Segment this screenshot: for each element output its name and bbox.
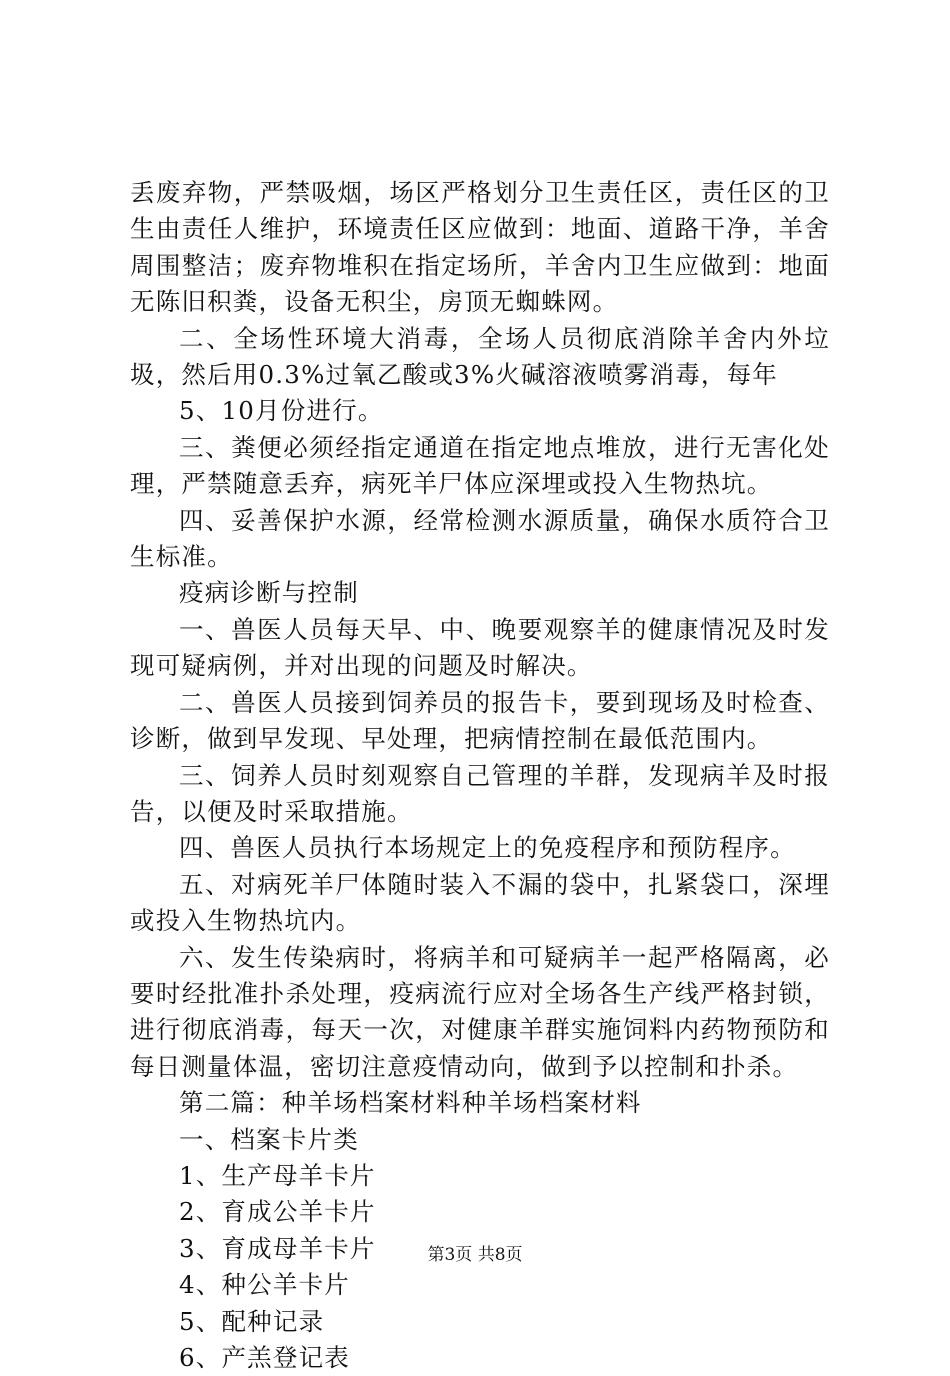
- paragraph: 六、发生传染病时，将病羊和可疑病羊一起严格隔离，必要时经批准扑杀处理，疫病流行应对全场各生产线严格封锁，进行彻底消毒，每天一次，对健康羊群实施饲料内药物预防和每日测量体温，密切注意疫情动向，做到予以控制和扑杀。: [130, 942, 830, 1081]
- paragraph: 二、全场性环境大消毒，全场人员彻底消除羊舍内外垃圾，然后用0.3%过氧乙酸或3%火碱溶液喷雾消毒，每年: [130, 323, 830, 390]
- paragraph: 5、10月份进行。: [179, 396, 384, 426]
- paragraph: 四、妥善保护水源，经常检测水源质量，确保水质符合卫生标准。: [130, 505, 830, 572]
- list-item: 6、产羔登记表: [179, 1343, 350, 1372]
- document-body: [130, 175, 830, 1376]
- paragraph: 五、对病死羊尸体随时装入不漏的袋中，扎紧袋口，深埋或投入生物热坑内。: [130, 869, 830, 936]
- paragraph: 四、兽医人员执行本场规定上的免疫程序和预防程序。: [179, 833, 796, 863]
- section-heading: 疫病诊断与控制: [179, 578, 359, 608]
- paragraph: 三、饲养人员时刻观察自己管理的羊群，发现病羊及时报告，以便及时采取措施。: [130, 760, 830, 826]
- paragraph: 三、粪便必须经指定通道在指定地点堆放，进行无害化处理，严禁随意丢弃，病死羊尸体应深埋或投入生物热坑。: [130, 432, 830, 499]
- paragraph: 丢废弃物，严禁吸烟，场区严格划分卫生责任区，责任区的卫生由责任人维护，环境责任区应做到：地面、道路干净，羊舍周围整洁；废弃物堆积在指定场所，羊舍内卫生应做到：地面无陈旧积粪，设备无积尘，房顶无蜘蛛网。: [130, 178, 830, 317]
- section-heading: 一、档案卡片类: [179, 1124, 359, 1154]
- list-item: 3、育成母羊卡片: [179, 1233, 376, 1263]
- list-item: 2、育成公羊卡片: [179, 1197, 376, 1227]
- page-number-footer: 第3页 共8页: [427, 1245, 523, 1265]
- list-item: 4、种公羊卡片: [179, 1270, 350, 1300]
- list-item: 1、生产母羊卡片: [179, 1160, 376, 1190]
- paragraph: 二、兽医人员接到饲养员的报告卡，要到现场及时检查、诊断，做到早发现、早处理，把病情控制在最低范围内。: [130, 687, 830, 754]
- list-item: 5、配种记录: [179, 1306, 325, 1336]
- chapter-heading: 第二篇：种羊场档案材料种羊场档案材料: [179, 1088, 642, 1118]
- paragraph: 一、兽医人员每天早、中、晚要观察羊的健康情况及时发现可疑病例，并对出现的问题及时解决。: [130, 614, 830, 681]
